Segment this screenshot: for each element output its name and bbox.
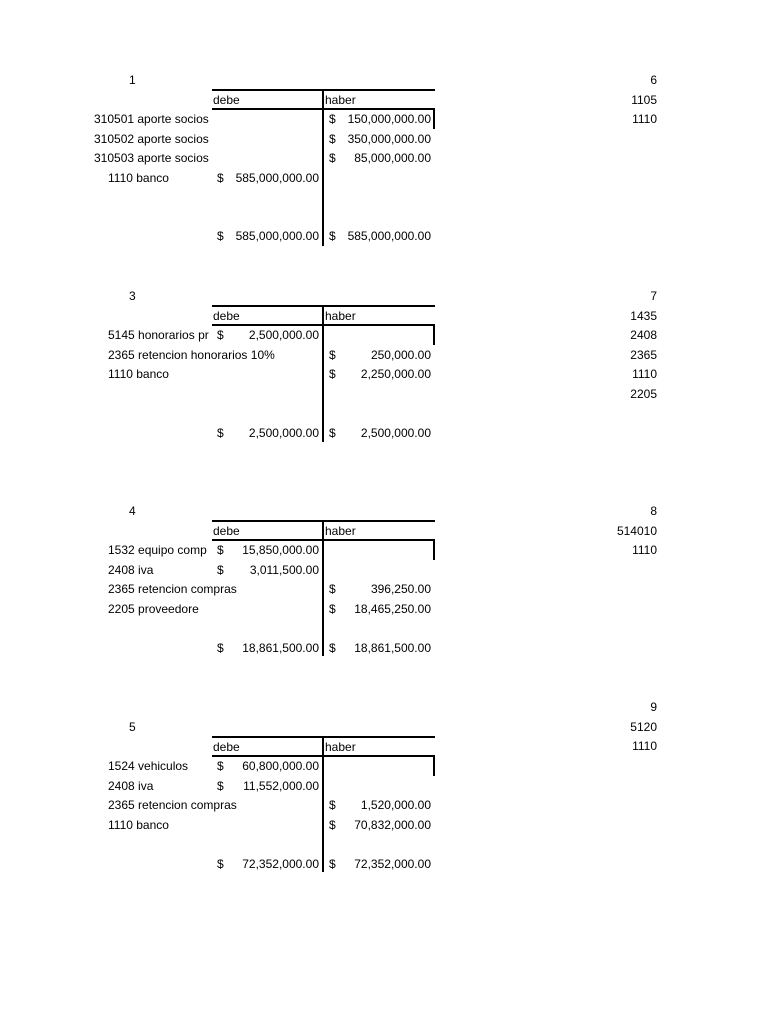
account-code: 2205: [630, 386, 657, 401]
account-code: 2365: [630, 347, 657, 362]
haber-amount: 70,832,000.00: [354, 817, 431, 832]
debe-amount: 585,000,000.00: [235, 170, 319, 185]
right-group-number: 9: [650, 700, 657, 714]
account-label: 1532 equipo comp: [108, 543, 207, 557]
account-code: 1435: [630, 308, 657, 323]
haber-header: haber: [325, 308, 356, 323]
currency-symbol: $: [217, 640, 224, 655]
account-code: 1105: [631, 92, 657, 107]
header-box-right: [433, 326, 435, 345]
account-label: 1110 banco: [108, 367, 169, 381]
currency-symbol: $: [329, 582, 336, 596]
total-debe: 18,861,500.00: [242, 640, 319, 655]
currency-symbol: $: [329, 112, 336, 126]
account-label: 5145 honorarios pr: [108, 328, 209, 342]
header-box-right: [433, 541, 435, 560]
total-haber: 18,861,500.00: [354, 640, 431, 655]
currency-symbol: $: [329, 347, 336, 362]
debe-header: debe: [213, 523, 240, 538]
header-box-right: [433, 757, 435, 776]
currency-symbol: $: [329, 425, 336, 440]
currency-symbol: $: [217, 170, 224, 185]
currency-symbol: $: [329, 131, 336, 146]
account-label: 2365 retencion compras: [108, 582, 237, 596]
account-code: 1110: [632, 543, 657, 557]
haber-amount: 250,000.00: [370, 347, 431, 362]
currency-symbol: $: [329, 229, 336, 243]
haber-amount: 85,000,000.00: [354, 151, 431, 165]
haber-header: haber: [325, 739, 356, 754]
account-code: 1110: [632, 367, 657, 381]
total-debe: 72,352,000.00: [242, 856, 319, 871]
account-code: 514010: [616, 523, 657, 538]
account-label: 2408 iva: [108, 562, 154, 577]
right-group-number: 7: [650, 289, 657, 303]
account-label: 310501 aporte socios: [94, 112, 209, 126]
currency-symbol: $: [329, 798, 336, 812]
t-account-divider: [322, 520, 324, 656]
haber-amount: 396,250.00: [370, 582, 431, 596]
account-label: 2365 retencion honorarios 10%: [108, 347, 275, 362]
total-haber: 72,352,000.00: [354, 856, 431, 871]
currency-symbol: $: [329, 856, 336, 871]
currency-symbol: $: [217, 229, 224, 243]
t-account-divider: [322, 736, 324, 872]
currency-symbol: $: [217, 562, 224, 577]
account-label: 310502 aporte socios: [94, 131, 209, 146]
debe-header: debe: [213, 92, 240, 107]
total-debe: 2,500,000.00: [248, 425, 319, 440]
account-code: 1110: [632, 739, 657, 753]
haber-header: haber: [325, 92, 356, 107]
currency-symbol: $: [217, 856, 224, 871]
currency-symbol: $: [329, 817, 336, 832]
t-account-divider: [322, 89, 324, 246]
currency-symbol: $: [329, 151, 336, 165]
debe-amount: 11,552,000.00: [243, 778, 319, 793]
haber-amount: 350,000,000.00: [347, 131, 431, 146]
right-group-number: 6: [650, 73, 657, 87]
haber-amount: 18,465,250.00: [354, 601, 431, 616]
account-label: 1110 banco: [108, 170, 169, 185]
account-code: 2408: [630, 328, 657, 342]
currency-symbol: $: [217, 328, 224, 342]
entry-number: 5: [129, 720, 136, 734]
account-label: 310503 aporte socios: [94, 151, 209, 165]
header-box-right: [433, 110, 435, 129]
currency-symbol: $: [329, 601, 336, 616]
haber-amount: 1,520,000.00: [360, 798, 431, 812]
currency-symbol: $: [329, 640, 336, 655]
t-account-divider: [322, 305, 324, 442]
account-label: 1110 banco: [108, 817, 169, 832]
debe-header: debe: [213, 308, 240, 323]
account-label: 2365 retencion compras: [108, 798, 237, 812]
debe-amount: 2,500,000.00: [248, 328, 319, 342]
debe-amount: 3,011,500.00: [249, 562, 319, 577]
debe-amount: 15,850,000.00: [242, 543, 319, 557]
currency-symbol: $: [217, 759, 224, 773]
currency-symbol: $: [329, 367, 336, 381]
total-haber: 585,000,000.00: [347, 229, 431, 243]
currency-symbol: $: [217, 778, 224, 793]
haber-amount: 150,000,000.00: [347, 112, 431, 126]
haber-header: haber: [325, 523, 356, 538]
total-debe: 585,000,000.00: [235, 229, 319, 243]
currency-symbol: $: [217, 425, 224, 440]
debe-amount: 60,800,000.00: [242, 759, 319, 773]
currency-symbol: $: [217, 543, 224, 557]
entry-number: 4: [129, 504, 136, 518]
entry-number: 1: [129, 73, 136, 87]
account-label: 1524 vehiculos: [108, 759, 189, 773]
account-code: 1110: [632, 112, 657, 126]
debe-header: debe: [213, 739, 240, 754]
haber-amount: 2,250,000.00: [360, 367, 431, 381]
entry-number: 3: [129, 289, 136, 303]
account-label: 2408 iva: [108, 778, 154, 793]
account-label: 2205 proveedore: [108, 601, 199, 616]
account-code: 5120: [630, 719, 657, 734]
total-haber: 2,500,000.00: [360, 425, 431, 440]
right-group-number: 8: [650, 504, 657, 518]
